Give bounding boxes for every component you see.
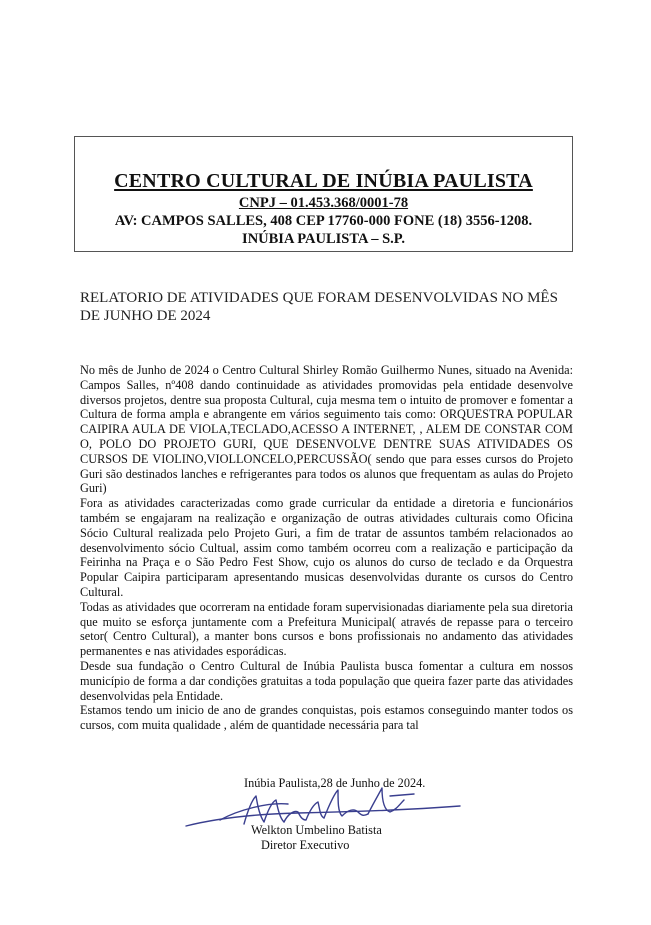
report-title: RELATORIO DE ATIVIDADES QUE FORAM DESENVOLVIDAS NO MÊS DE JUNHO DE 2024 xyxy=(80,290,558,324)
paragraph: Todas as atividades que ocorreram na entidade foram supervisionadas diariamente pela sua diretoria que muito se esforça juntamente com a Prefeitura Municipal( através de repasse para o terceiro setor( Centro Cultural), a manter bons cursos e bons profissionais no andamento das atividades permanentes e nas atividades esporádicas. xyxy=(80,599,573,659)
signer-role: Diretor Executivo xyxy=(261,838,350,852)
paragraph: Estamos tendo um inicio de ano de grandes conquistas, pois estamos conseguindo manter todos os cursos, com muita qualidade , além de quantidade necessária para tal xyxy=(80,703,573,733)
city-line: INÚBIA PAULISTA – S.P. xyxy=(242,231,405,247)
date-line: Inúbia Paulista,28 de Junho de 2024. xyxy=(244,776,426,790)
letterhead-box xyxy=(74,136,573,252)
signer-name: Welkton Umbelino Batista xyxy=(251,823,382,837)
paragraph: Fora as atividades caracterizadas como grade curricular da entidade a diretoria e funcionários também se engajaram na realização e organização de outras atividades culturais como Oficina Sócio Cultural realizada pelo Projeto Guri, a fim de tratar de assuntos também relacionados ao desenvolvimento sócio Cultual, assim como também ocorreu com a realização e participação da Feirinha na Praça e o São Pedro Fest Show, cujo os alunos do curso de teclado e da Orquestra Popular Caipira participaram apresentando musicas desenvolvidas durante os cursos do Centro Cultural. xyxy=(80,496,573,599)
address-line: AV: CAMPOS SALLES, 408 CEP 17760-000 FONE (18) 3556-1208. xyxy=(114,213,533,229)
report-body xyxy=(80,363,573,733)
paragraph: No mês de Junho de 2024 o Centro Cultural Shirley Romão Guilhermo Nunes, situado na Avenida: Campos Salles, nº408 dando continuidade as atividades promovidas pela entidade desenvolve diversos projetos, dentre sua proposta Cultural, cuja mesma tem o intuito de promover e fomentar a Cultura de forma ampla e abrangente em vários seguimento tais como: ORQUESTRA POPULAR CAIPIRA AULA DE VIOLA,TECLADO,ACESSO A INTERNET, , ALEM DE CONSTAR COM O, POLO DO PROJETO GURI, QUE DESENVOLVE DENTRE SUAS ATIVIDADES OS CURSOS DE VIOLINO,VIOLLONCELO,PERCUSSÃO( sendo que para esses cursos do Projeto Guri são destinados lanches e refrigerantes para todos os alunos que frequentam as aulas do Projeto Guri) xyxy=(80,363,573,496)
cnpj-line: CNPJ – 01.453.368/0001-78 xyxy=(238,195,409,211)
paragraph: Desde sua fundação o Centro Cultural de Inúbia Paulista busca fomentar a cultura em nossos município de forma a dar condições gratuitas a toda população que queira fazer parte das atividades desenvolvidas pela Entidade. xyxy=(80,658,573,703)
organization-name: CENTRO CULTURAL DE INÚBIA PAULISTA xyxy=(114,170,533,192)
